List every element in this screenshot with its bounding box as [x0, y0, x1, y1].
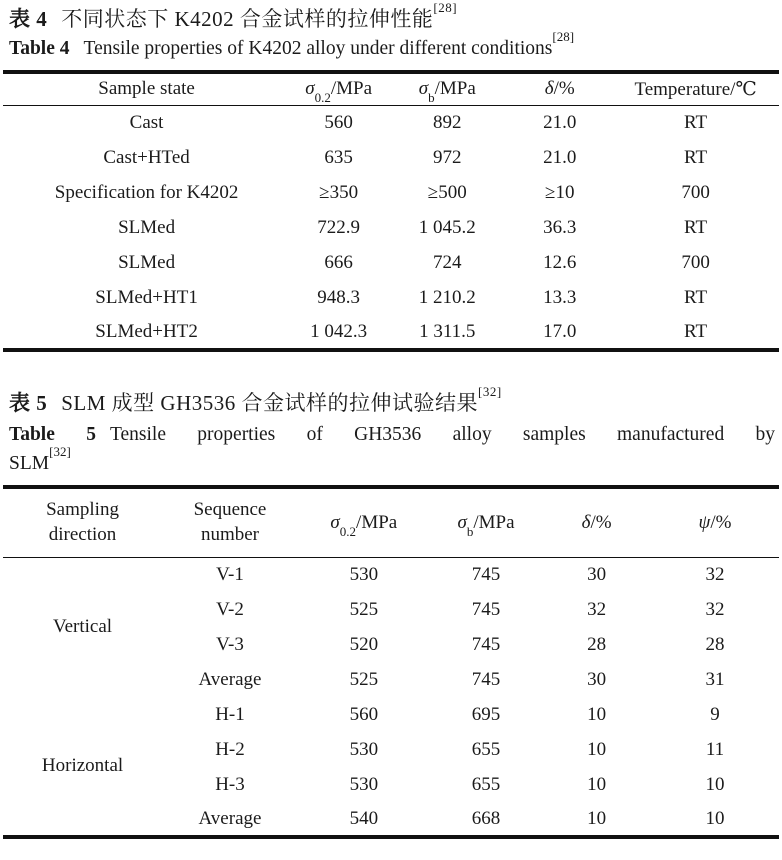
table-cell: 948.3 — [317, 286, 360, 308]
psi-symbol: ψ — [698, 511, 711, 533]
col-header-psi — [651, 487, 779, 557]
table5-caption-zh-text: SLM 成型 GH3536 合金试样的拉伸试验结果 — [61, 391, 479, 415]
table-cell: SLMed — [118, 251, 176, 273]
table-cell: 655 — [471, 738, 501, 760]
table-cell: 892 — [433, 111, 462, 133]
table-cell: 32 — [705, 598, 725, 620]
table-cell: 525 — [349, 598, 379, 620]
sigma02-subscript: 0.2 — [314, 90, 331, 105]
table-cell: 28 — [587, 633, 607, 655]
table-cell: 10 — [587, 773, 607, 795]
sequence-header-line2: number — [200, 523, 259, 545]
table4-caption-zh — [3, 0, 779, 34]
table5-caption-en-text: Tensile properties of GH3536 alloy samples manufactured by — [109, 424, 776, 445]
delta-unit: /% — [553, 78, 575, 100]
table-cell: 666 — [324, 251, 353, 273]
sigmab-unit: /MPa — [434, 78, 476, 100]
table4-body — [3, 105, 779, 350]
sigma02-unit: /MPa — [356, 511, 398, 533]
table-cell: RT — [684, 286, 708, 308]
sigma-symbol: σ — [330, 511, 340, 533]
table4-header — [3, 72, 779, 105]
sigmab-unit: /MPa — [473, 511, 515, 533]
table-cell: 525 — [349, 668, 379, 690]
table-cell: SLMed+HT1 — [95, 286, 198, 308]
table4-block — [3, 0, 779, 352]
table-cell: 540 — [349, 807, 379, 829]
col-header-sigmab — [430, 487, 543, 557]
table-cell: 560 — [324, 111, 353, 133]
table5-caption-zh-label: 表 5 — [9, 391, 48, 415]
table4-caption-en-ref: [28] — [552, 28, 575, 44]
delta-symbol: δ — [581, 511, 591, 533]
table-cell: 560 — [349, 703, 379, 725]
table-cell: 32 — [587, 598, 607, 620]
col-header-sample-state: Sample state — [98, 78, 195, 100]
table-cell: Average — [198, 668, 262, 690]
table-cell: 30 — [587, 563, 607, 585]
sigmab-subscript: b — [466, 523, 474, 539]
table-cell: 530 — [349, 738, 379, 760]
sigma02-unit: /MPa — [330, 78, 373, 100]
sequence-header-line1: Sequence — [193, 499, 267, 521]
psi-unit: /% — [710, 511, 732, 533]
col-header-sigma02 — [298, 487, 430, 557]
section-gap — [3, 352, 779, 388]
table-cell: 972 — [433, 146, 462, 168]
table-cell: ≥500 — [427, 181, 467, 203]
sigma-symbol: σ — [418, 78, 429, 100]
table-cell: SLMed+HT2 — [95, 320, 198, 342]
table-cell: 722.9 — [317, 216, 360, 238]
table-cell: H-1 — [215, 703, 245, 725]
col-header-delta — [542, 487, 651, 557]
table-cell: 700 — [681, 251, 710, 273]
sigma-symbol: σ — [457, 511, 467, 533]
table-cell: 32 — [705, 563, 725, 585]
table-cell: RT — [684, 216, 708, 238]
table-cell: SLMed — [118, 216, 176, 238]
table-cell: Average — [198, 807, 262, 829]
table-cell: RT — [684, 146, 708, 168]
table5-body — [3, 557, 779, 837]
table-row — [3, 175, 779, 210]
table-cell: 1 311.5 — [419, 320, 476, 342]
table-cell: H-3 — [215, 773, 245, 795]
table5-caption-zh-ref: [32] — [478, 384, 502, 400]
table-cell: 21.0 — [543, 146, 577, 168]
table-cell: 17.0 — [543, 320, 577, 342]
table-row — [3, 557, 779, 592]
table5-caption-zh — [3, 384, 779, 418]
table-cell: V-3 — [216, 633, 244, 655]
table-cell: Specification for K4202 — [54, 181, 239, 203]
table-row — [3, 140, 779, 175]
table4-caption-zh-label: 表 4 — [9, 7, 48, 31]
direction-cell: Horizontal — [41, 755, 124, 776]
table-cell: 10 — [587, 738, 607, 760]
col-header-sequence-number — [162, 487, 298, 557]
direction-header-line2: direction — [48, 523, 117, 545]
table-cell: 10 — [705, 773, 725, 795]
delta-unit: /% — [590, 511, 612, 533]
table5-caption-en-line2 — [9, 443, 779, 478]
col-header-delta — [507, 72, 612, 105]
table-cell: 10 — [587, 703, 607, 725]
table-cell: 12.6 — [543, 251, 577, 273]
direction-header-line1: Sampling — [46, 499, 119, 521]
table4-caption-zh-text: 不同状态下 K4202 合金试样的拉伸性能 — [61, 7, 434, 31]
table-cell: ≥350 — [319, 181, 359, 203]
table-cell: 1 045.2 — [418, 216, 476, 238]
table-cell: 745 — [471, 563, 501, 585]
col-header-sigmab — [387, 72, 507, 105]
table-cell: V-1 — [216, 563, 244, 585]
table-cell: 9 — [710, 703, 720, 725]
table5-header-row — [3, 487, 779, 557]
table-row — [3, 105, 779, 140]
table-cell: 10 — [705, 807, 725, 829]
table5-caption-en-ref: [32] — [49, 443, 71, 459]
table-cell: RT — [684, 320, 708, 342]
table-cell: 745 — [471, 633, 501, 655]
table-row — [3, 210, 779, 245]
table4-caption-en — [3, 28, 779, 63]
table-cell: 31 — [705, 668, 725, 690]
table-cell: 520 — [349, 633, 379, 655]
table-row — [3, 697, 779, 732]
table-cell: H-2 — [215, 738, 245, 760]
table4-header-row — [3, 72, 779, 105]
table-cell: 655 — [471, 773, 501, 795]
table-cell: 724 — [433, 251, 462, 273]
table-cell: 695 — [471, 703, 501, 725]
table5-header — [3, 487, 779, 557]
table5-caption-en — [3, 420, 779, 478]
sigmab-subscript: b — [428, 90, 435, 105]
table-cell: ≥10 — [545, 181, 575, 203]
table5 — [3, 485, 779, 839]
table4 — [3, 70, 779, 352]
table-row — [3, 245, 779, 280]
col-header-temperature: Temperature/℃ — [634, 78, 757, 100]
table-cell: 10 — [587, 807, 607, 829]
table-cell: Cast+HTed — [103, 146, 190, 168]
table-cell: 700 — [681, 181, 710, 203]
col-header-sampling-direction — [3, 487, 162, 557]
table5-caption-en-line1 — [9, 420, 779, 449]
table-cell: 1 042.3 — [310, 320, 368, 342]
col-header-sigma02 — [290, 72, 387, 105]
table-cell: 11 — [705, 738, 725, 760]
table-cell: 668 — [471, 807, 501, 829]
table-row — [3, 315, 779, 350]
sigma02-subscript: 0.2 — [339, 523, 357, 539]
table-cell: 530 — [349, 563, 379, 585]
sigma-symbol: σ — [305, 78, 315, 100]
table-cell: 36.3 — [543, 216, 577, 238]
delta-symbol: δ — [544, 78, 554, 100]
table-cell: 1 210.2 — [418, 286, 476, 308]
table-cell: 530 — [349, 773, 379, 795]
table-cell: RT — [684, 111, 708, 133]
direction-cell: Vertical — [53, 616, 113, 638]
table4-caption-en-text: Tensile properties of K4202 alloy under different conditions — [83, 38, 553, 59]
table-cell: 635 — [324, 146, 353, 168]
table4-caption-en-label: Table 4 — [9, 38, 70, 59]
table-cell: 21.0 — [543, 111, 577, 133]
table-cell: 745 — [471, 668, 501, 690]
table4-caption-zh-ref: [28] — [433, 0, 458, 16]
table-cell: 28 — [705, 633, 725, 655]
table-cell: 30 — [587, 668, 607, 690]
table-cell: 745 — [471, 598, 501, 620]
table-cell: 13.3 — [543, 286, 577, 308]
table5-caption-en-label: Table 5 — [9, 424, 96, 445]
table-cell: Cast — [129, 111, 164, 133]
table5-caption-en-line2-text: SLM — [9, 453, 50, 474]
table-row — [3, 280, 779, 315]
table-cell: V-2 — [216, 598, 244, 620]
table5-block — [3, 384, 779, 839]
